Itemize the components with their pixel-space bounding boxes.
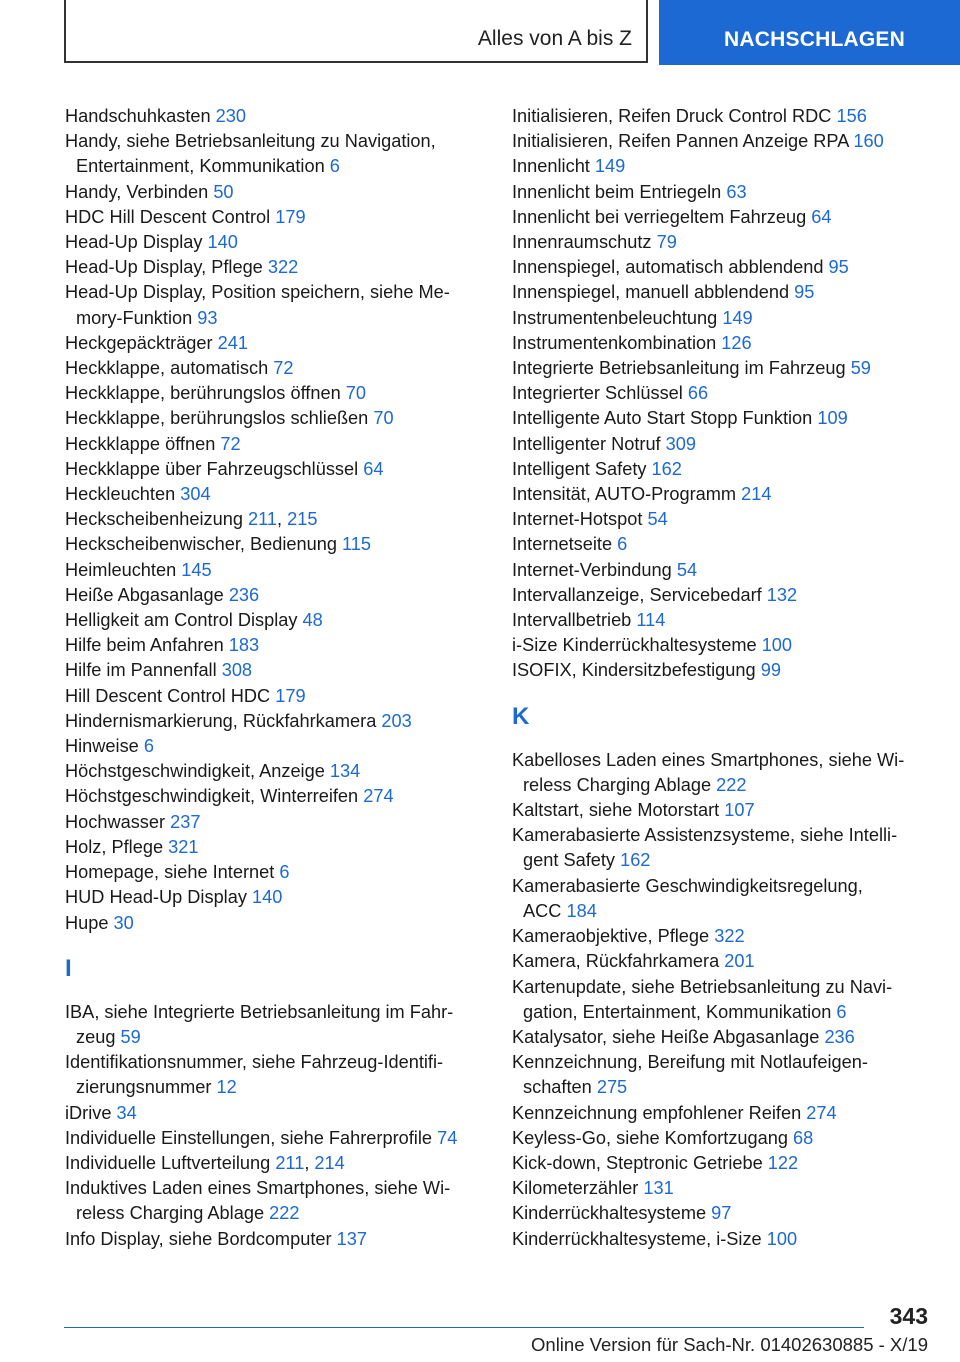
index-entry-text: Intelligenter Notruf xyxy=(512,433,661,454)
index-entry-text: Individuelle Einstellungen, siehe Fahrerprofile xyxy=(65,1127,433,1148)
page-reference-link[interactable]: 34 xyxy=(116,1102,137,1123)
index-entry-text: Head-Up Display, Pflege xyxy=(65,257,263,278)
tab-nachschlagen[interactable] xyxy=(659,0,960,65)
index-entry xyxy=(65,356,475,381)
index-entry-text: ISOFIX, Kindersitzbefestigung xyxy=(512,660,756,681)
index-entry xyxy=(512,1101,932,1126)
index-entry xyxy=(65,230,475,255)
index-entry-text: Heckgepäckträger xyxy=(65,332,213,353)
index-entry-text: Hilfe im Pannenfall xyxy=(65,660,217,681)
page-reference-link[interactable]: 12 xyxy=(216,1077,237,1098)
index-entry-text: Höchstgeschwindigkeit, Winterreifen xyxy=(65,786,359,807)
page-reference-link[interactable]: 126 xyxy=(721,332,752,353)
index-entry xyxy=(512,1201,932,1226)
index-entry-text: Internetseite xyxy=(512,534,613,555)
index-entry-text: Individuelle Luftverteilung xyxy=(65,1152,271,1173)
page-reference-link[interactable]: 59 xyxy=(120,1026,141,1047)
online-version-text: Online Version für Sach-Nr. 01402630885 - X/19 xyxy=(531,1334,928,1355)
index-entry-text: Innenspiegel, manuell abblendend xyxy=(512,282,790,303)
index-entry xyxy=(512,104,932,129)
index-entry xyxy=(65,583,475,608)
page-reference-link[interactable]: 214 xyxy=(741,484,772,505)
index-entry-text: Induktives Laden eines Smartphones, siehe Wi- xyxy=(65,1178,451,1199)
index-entry xyxy=(65,1000,475,1050)
index-entry-text: zierungsnummer xyxy=(76,1077,212,1098)
index-entry xyxy=(512,280,932,305)
index-entry xyxy=(512,583,932,608)
index-entry-text: Identifikationsnummer, siehe Fahrzeug-Identifi- xyxy=(65,1052,444,1073)
page-reference-link[interactable]: 63 xyxy=(726,181,747,202)
index-entry xyxy=(512,558,932,583)
page-reference-link[interactable]: 134 xyxy=(329,761,361,782)
page-reference-link[interactable]: 304 xyxy=(180,484,211,505)
index-letter-heading: K xyxy=(512,702,530,730)
index-entry xyxy=(512,1151,932,1176)
index-entry-text: Hill Descent Control HDC xyxy=(65,685,271,706)
index-entry-text: gent Safety xyxy=(523,850,616,871)
index-entry xyxy=(65,104,475,129)
page-reference-link[interactable]: 64 xyxy=(811,206,832,227)
index-entry xyxy=(65,1227,475,1252)
index-entry xyxy=(65,860,475,885)
index-entry-text: Kilometerzähler xyxy=(512,1178,639,1199)
index-entry xyxy=(512,432,932,457)
index-entry xyxy=(512,658,932,683)
page-reference-link[interactable]: 54 xyxy=(676,559,698,580)
index-entry-text: Instrumentenbeleuchtung xyxy=(512,307,718,328)
page-reference-link[interactable]: 162 xyxy=(651,458,682,479)
page-reference-link[interactable]: 214 xyxy=(314,1152,345,1173)
page-reference-link[interactable]: 179 xyxy=(275,685,306,706)
page-reference-link[interactable]: 275 xyxy=(596,1077,628,1098)
index-entry-text: HDC Hill Descent Control xyxy=(65,206,271,227)
index-entry-text: Heckscheibenheizung xyxy=(65,509,243,530)
index-entry-text: IBA, siehe Integrierte Betriebsanleitung im Fahr- xyxy=(65,1001,454,1022)
index-entry xyxy=(65,1101,475,1126)
page-reference-link[interactable]: 140 xyxy=(207,232,238,253)
page-reference-link[interactable]: 74 xyxy=(437,1127,458,1148)
page-reference-link[interactable]: 122 xyxy=(767,1152,799,1173)
index-entry-text: Heimleuchten xyxy=(65,559,177,580)
page-reference-link[interactable]: 54 xyxy=(647,509,668,530)
index-entry xyxy=(512,874,932,924)
page-reference-link[interactable]: 48 xyxy=(302,610,323,631)
index-entry xyxy=(65,381,475,406)
index-entry xyxy=(512,924,932,949)
page-reference-link[interactable]: 237 xyxy=(170,811,201,832)
page-reference-link[interactable]: 156 xyxy=(836,106,867,126)
index-entry xyxy=(512,1050,932,1100)
index-entry-text: gation, Entertainment, Kommunikation xyxy=(523,1001,832,1022)
page-reference-link[interactable]: 97 xyxy=(711,1203,732,1224)
index-entry-text: Innenlicht beim Entriegeln xyxy=(512,181,722,202)
index-entry xyxy=(512,381,932,406)
index-entry-text: schaften xyxy=(523,1077,592,1098)
index-entry-text: Katalysator, siehe Heiße Abgasanlage xyxy=(512,1026,820,1047)
page-reference-link[interactable]: 70 xyxy=(373,408,394,429)
index-entry xyxy=(512,798,932,823)
index-entry-text: Innenspiegel, automatisch abblendend xyxy=(512,257,824,278)
index-entry-text: Initialisieren, Reifen Pannen Anzeige RPA xyxy=(512,131,849,152)
index-entry xyxy=(65,684,475,709)
index-entry xyxy=(512,356,932,381)
index-letter-heading: I xyxy=(65,954,72,982)
page-reference-link[interactable]: 145 xyxy=(181,559,212,580)
page-reference-link[interactable]: 30 xyxy=(113,912,134,933)
footer-divider xyxy=(64,1327,864,1328)
index-entry-text: Handy, siehe Betriebsanleitung zu Navigation, xyxy=(65,131,436,152)
page-number: 343 xyxy=(889,1303,928,1329)
page-reference-link[interactable]: 6 xyxy=(329,156,340,177)
index-entry xyxy=(65,885,475,910)
index-entry-text: Heckklappe, berührungslos öffnen xyxy=(65,383,341,404)
index-entry-text: Homepage, siehe Internet xyxy=(65,862,275,883)
page-reference-link[interactable]: 230 xyxy=(215,106,247,126)
page-reference-link[interactable]: 99 xyxy=(760,660,781,681)
index-column-left xyxy=(65,104,475,1252)
index-entry xyxy=(512,1126,932,1151)
index-entry xyxy=(512,230,932,255)
index-entry xyxy=(65,482,475,507)
page-reference-link[interactable]: 64 xyxy=(363,458,384,479)
index-entry-text: zeug xyxy=(76,1026,116,1047)
header-frame xyxy=(64,0,648,63)
index-entry xyxy=(65,633,475,658)
index-entry xyxy=(512,1025,932,1050)
section-title: Alles von A bis Z xyxy=(477,27,632,50)
page-reference-link[interactable]: 322 xyxy=(714,926,745,947)
page-reference-link[interactable]: 321 xyxy=(168,836,199,857)
index-entry-text: Entertainment, Kommunikation xyxy=(76,156,325,177)
page-reference-link[interactable]: 114 xyxy=(636,610,666,631)
index-entry-text: Hupe xyxy=(65,912,109,933)
index-entry xyxy=(65,432,475,457)
index-entry-text: Heckklappe, berührungslos schließen xyxy=(65,408,369,429)
page-reference-link[interactable]: 236 xyxy=(228,584,260,605)
index-entry-text: Hinweise xyxy=(65,736,139,757)
page-reference-link[interactable]: 309 xyxy=(665,433,697,454)
page-reference-link[interactable]: 162 xyxy=(620,850,651,871)
index-entry-text: Info Display, siehe Bordcomputer xyxy=(65,1228,332,1249)
index-entry-text: Intervallanzeige, Servicebedarf xyxy=(512,584,762,605)
index-entry-text: Innenlicht bei verriegeltem Fahrzeug xyxy=(512,206,807,227)
page-reference-link[interactable]: 6 xyxy=(617,534,628,555)
index-entry xyxy=(512,205,932,230)
page-reference-link[interactable]: 95 xyxy=(794,282,815,303)
index-entry xyxy=(65,205,475,230)
index-entry xyxy=(512,129,932,154)
page-reference-link[interactable]: 222 xyxy=(716,774,747,795)
page-reference-link[interactable]: 115 xyxy=(342,534,372,555)
page-reference-link[interactable]: 131 xyxy=(643,1178,674,1199)
page-reference-link[interactable]: 59 xyxy=(850,358,871,379)
index-entry xyxy=(512,608,932,633)
page-reference-link[interactable]: 100 xyxy=(766,1228,798,1249)
index-entry-text: Keyless-Go, siehe Komfortzugang xyxy=(512,1127,788,1148)
index-entry xyxy=(65,406,475,431)
index-entry-text: Innenlicht xyxy=(512,156,590,177)
index-entry-text: Hilfe beim Anfahren xyxy=(65,635,224,656)
index-entry-text: Kennzeichnung, Bereifung mit Notlaufeigen- xyxy=(512,1052,868,1073)
page-reference-link[interactable]: 203 xyxy=(381,710,412,731)
page-reference-link[interactable]: 160 xyxy=(853,131,884,152)
index-entry-text: Integrierte Betriebsanleitung im Fahrzeug xyxy=(512,358,846,379)
page-reference-link[interactable]: 149 xyxy=(722,307,753,328)
index-entry-text: Internet-Verbindung xyxy=(512,559,672,580)
index-entry-text: mory-Funktion xyxy=(76,307,193,328)
index-entry-text: Kabelloses Laden eines Smartphones, siehe Wi- xyxy=(512,749,905,770)
page-reference-link[interactable]: 201 xyxy=(724,951,755,972)
index-entry-text: Höchstgeschwindigkeit, Anzeige xyxy=(65,761,325,782)
index-entry-text: Kinderrückhaltesysteme xyxy=(512,1203,707,1224)
index-entry-text: Heckleuchten xyxy=(65,484,176,505)
page-reference-link[interactable]: 109 xyxy=(817,408,848,429)
index-entry-text: Kamerabasierte Geschwindigkeitsregelung, xyxy=(512,875,863,896)
page-reference-link[interactable]: 107 xyxy=(724,800,755,821)
index-entry-text: Head-Up Display xyxy=(65,232,203,253)
index-entry xyxy=(65,255,475,280)
index-entry xyxy=(512,823,932,873)
page-reference-link[interactable]: 184 xyxy=(566,900,597,921)
page-reference-link[interactable]: 222 xyxy=(269,1203,300,1224)
index-entry xyxy=(65,709,475,734)
index-entry xyxy=(512,1227,932,1252)
index-entry-text: Kaltstart, siehe Motorstart xyxy=(512,800,720,821)
index-entry xyxy=(512,482,932,507)
index-entry xyxy=(512,406,932,431)
index-entry-text: Kamerabasierte Assistenzsysteme, siehe Intelli- xyxy=(512,825,898,846)
page-reference-link[interactable]: 70 xyxy=(345,383,366,404)
index-entry xyxy=(65,608,475,633)
index-entry-text: Holz, Pflege xyxy=(65,836,164,857)
page-reference-link[interactable]: 211 xyxy=(248,509,278,530)
index-entry-text: Kennzeichnung empfohlener Reifen xyxy=(512,1102,802,1123)
index-entry xyxy=(65,759,475,784)
index-entry-text: Handschuhkasten xyxy=(65,106,211,126)
index-entry-text: Internet-Hotspot xyxy=(512,509,643,530)
index-entry-text: Intelligent Safety xyxy=(512,458,647,479)
index-entry-text: Hindernismarkierung, Rückfahrkamera xyxy=(65,710,377,731)
page-reference-link[interactable]: 68 xyxy=(793,1127,814,1148)
page-reference-link[interactable]: 322 xyxy=(267,257,299,278)
footer-text xyxy=(0,1334,928,1356)
index-entry xyxy=(512,949,932,974)
index-entry-text: Kamera, Rückfahrkamera xyxy=(512,951,720,972)
index-entry xyxy=(65,457,475,482)
index-entry xyxy=(65,911,475,936)
page-reference-link[interactable]: 149 xyxy=(594,156,626,177)
index-entry-text: iDrive xyxy=(65,1102,112,1123)
index-entry: Individuelle Luftverteilung 211, 214 xyxy=(65,1152,345,1173)
index-entry xyxy=(65,1126,475,1151)
index-entry xyxy=(65,810,475,835)
page-reference-link[interactable]: 179 xyxy=(275,206,306,227)
index-entry xyxy=(512,331,932,356)
index-entry-text: Kartenupdate, siehe Betriebsanleitung zu Navi- xyxy=(512,976,893,997)
page-reference-link[interactable]: 95 xyxy=(828,257,849,278)
page-reference-link[interactable]: 241 xyxy=(217,332,249,353)
index-entry xyxy=(512,1176,932,1201)
index-entry xyxy=(512,255,932,280)
index-entry xyxy=(512,457,932,482)
page-reference-link[interactable]: 140 xyxy=(252,887,283,908)
index-entry-text: i-Size Kinderrückhaltesysteme xyxy=(512,635,757,656)
page-reference-link[interactable]: 72 xyxy=(220,433,241,454)
index-entry-text: Intervallbetrieb xyxy=(512,610,632,631)
index-entry-text: reless Charging Ablage xyxy=(76,1203,265,1224)
index-entry-text: ACC xyxy=(523,900,562,921)
index-entry: Heckscheibenheizung 211, 215 xyxy=(65,509,318,530)
index-entry-text: Heckklappe, automatisch xyxy=(65,358,269,379)
page-reference-link[interactable]: 79 xyxy=(656,232,677,253)
index-entry xyxy=(65,129,475,179)
index-entry-text: reless Charging Ablage xyxy=(523,774,712,795)
index-entry xyxy=(65,1176,475,1226)
index-entry-text: Intensität, AUTO-Programm xyxy=(512,484,737,505)
index-entry-text: Initialisieren, Reifen Druck Control RDC xyxy=(512,106,832,126)
index-entry xyxy=(65,558,475,583)
index-entry-text: Heckklappe öffnen xyxy=(65,433,216,454)
index-entry xyxy=(65,1050,475,1100)
page-reference-link[interactable]: 66 xyxy=(687,383,709,404)
index-entry-text: Helligkeit am Control Display xyxy=(65,610,298,631)
page-reference-link[interactable]: 274 xyxy=(806,1102,837,1123)
index-entry xyxy=(512,306,932,331)
index-entry-text: Kameraobjektive, Pflege xyxy=(512,926,710,947)
index-entry xyxy=(65,734,475,759)
index-column-right xyxy=(512,104,932,1252)
page-reference-link[interactable]: 308 xyxy=(221,660,253,681)
page-reference-link[interactable]: 274 xyxy=(363,786,394,807)
index-entry-text: Integrierter Schlüssel xyxy=(512,383,683,404)
tab-label: NACHSCHLAGEN xyxy=(724,27,905,51)
index-entry-text: Innenraumschutz xyxy=(512,232,652,253)
index-entry xyxy=(65,331,475,356)
index-entry xyxy=(65,532,475,557)
page-reference-link[interactable]: 100 xyxy=(761,635,793,656)
index-entry-text: Instrumentenkombination xyxy=(512,332,717,353)
page-reference-link[interactable]: 50 xyxy=(213,181,234,202)
index-entry xyxy=(512,748,932,798)
index-entry-text: Kinderrückhaltesysteme, i-Size xyxy=(512,1228,762,1249)
index-entry-text: HUD Head-Up Display xyxy=(65,887,247,908)
index-entry-text: Heckscheibenwischer, Bedienung xyxy=(65,534,337,555)
page-reference-link[interactable]: 72 xyxy=(273,358,294,379)
index-entry xyxy=(65,784,475,809)
page-reference-link[interactable]: 6 xyxy=(279,862,290,883)
index-entry xyxy=(512,180,932,205)
page-reference-link[interactable]: 132 xyxy=(766,584,798,605)
index-entry xyxy=(512,532,932,557)
index-entry xyxy=(512,633,932,658)
index-entry xyxy=(65,658,475,683)
page-reference-link[interactable]: 6 xyxy=(143,736,154,757)
index-entry-text: Handy, Verbinden xyxy=(65,181,209,202)
index-entry xyxy=(512,507,932,532)
page-reference-link[interactable]: 137 xyxy=(336,1228,367,1249)
index-entry-text: Heckklappe über Fahrzeugschlüssel xyxy=(65,458,359,479)
index-entry-text: Kick-down, Steptronic Getriebe xyxy=(512,1152,763,1173)
page-reference-link[interactable]: 211 xyxy=(275,1152,305,1173)
index-entry-text: Intelligente Auto Start Stopp Funktion xyxy=(512,408,813,429)
index-entry-text: Head-Up Display, Position speichern, siehe Me- xyxy=(65,282,450,303)
index-entry xyxy=(65,180,475,205)
index-entry-text: Heiße Abgasanlage xyxy=(65,584,224,605)
page-reference-link[interactable]: 215 xyxy=(287,509,318,530)
page-reference-link[interactable]: 183 xyxy=(228,635,260,656)
page-reference-link[interactable]: 6 xyxy=(836,1001,847,1022)
page-reference-link[interactable]: 236 xyxy=(824,1026,855,1047)
index-entry xyxy=(512,975,932,1025)
index-entry xyxy=(65,835,475,860)
index-entry-text: Hochwasser xyxy=(65,811,166,832)
index-entry xyxy=(65,280,475,330)
page-reference-link[interactable]: 93 xyxy=(197,307,218,328)
index-entry xyxy=(512,154,932,179)
